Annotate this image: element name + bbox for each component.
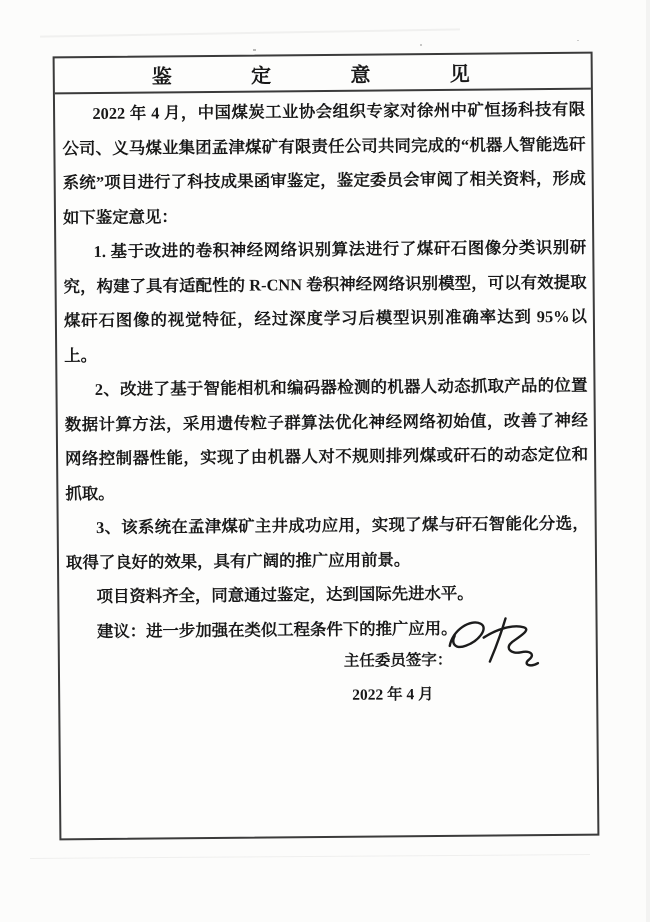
opinion-paragraph: 项目资料齐全，同意通过鉴定，达到国际先进水平。 [96,583,474,607]
signature-stroke [450,622,484,647]
scan-artifact [646,0,650,922]
appraisal-opinion-table [53,52,600,841]
chief-committee-signature-label: 主任委员签字： [343,651,453,670]
scan-artifact [253,49,256,51]
page-title [152,57,470,89]
opinion-paragraph: 1. 基于改进的卷积神经网络识别算法进行了煤矸石图像分类识别研究，构建了具有适配性的 R-CNN 卷积神经网络识别模型，可以有效提取煤矸石图像的视觉特征，经过深度学习后模型识别准确率达到 95%以上。 [63,237,587,365]
handwritten-signature [443,614,554,677]
title-char: 见 [449,63,470,86]
title-row [55,54,591,95]
title-char: 定 [251,64,272,88]
opinion-paragraph: 建议：进一步加强在类似工程条件下的推广应用。 [96,618,458,641]
date-label: 2022 年 4 月 [352,686,434,704]
scan-artifact [40,28,460,37]
title-char: 鉴 [151,65,172,89]
opinion-paragraph: 3、该系统在孟津煤矿主井成功应用，实现了煤与矸石智能化分选，取得了良好的效果，具有广阔的推广应用前景。 [65,513,589,572]
scan-artifact [577,40,579,41]
scan-artifact [420,44,422,46]
title-char: 意 [350,64,371,87]
opinion-body [55,90,596,650]
scan-artifact [30,854,590,859]
opinion-paragraph: 2、改进了基于智能相机和编码器检测的机器人动态抓取产品的位置数据计算方法，采用遗传粒子群算法优化神经网络初始值，改善了神经网络控制器性能，实现了由机器人对不规则排列煤或矸石的动态定位和抓取。 [64,375,589,503]
opinion-paragraph: 2022 年 4 月，中国煤炭工业协会组织专家对徐州中矿恒扬科技有限公司、义马煤业集团孟津煤矿有限责任公司共同完成的“机器人智能选矸系统”项目进行了科技成果函审鉴定，鉴定委员会审阅了相关资料，形成如下鉴定意见： [62,99,586,227]
signature-stroke [490,618,506,661]
